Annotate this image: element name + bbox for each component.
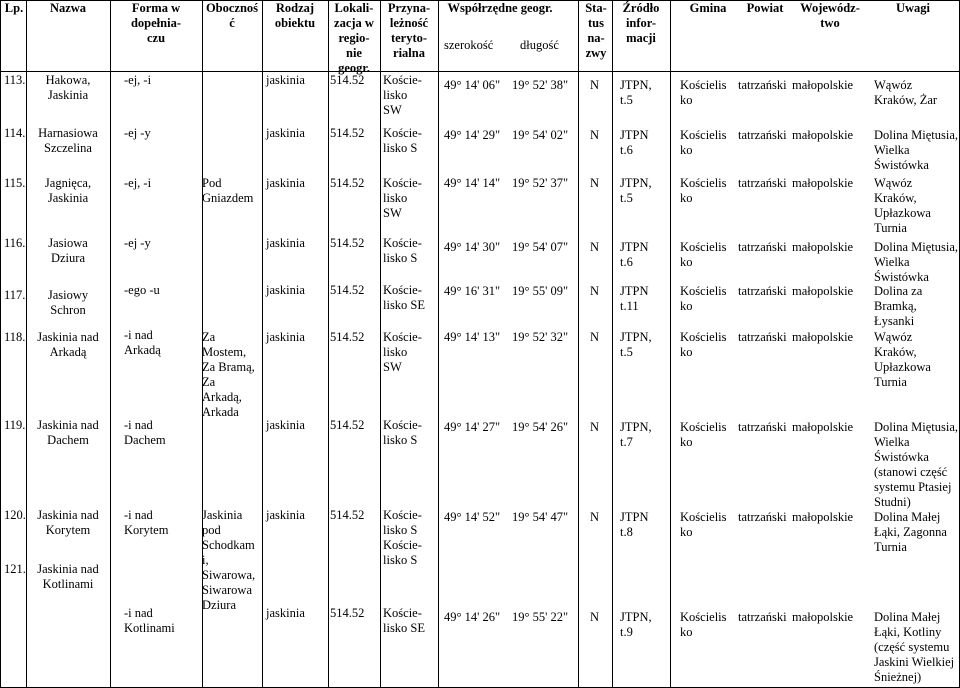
row-latitude: 49° 14' 30" xyxy=(444,240,501,254)
row-source: t.11 xyxy=(620,299,639,313)
row-source: JTPN, xyxy=(620,176,652,190)
row-name: Jaskinia xyxy=(47,88,89,102)
row-status: N xyxy=(590,330,600,344)
row-location: 514.52 xyxy=(330,176,365,190)
row-type: jaskinia xyxy=(266,126,305,140)
row-lp: 115. xyxy=(4,176,26,190)
column-rule xyxy=(262,0,263,687)
row-alt-names: Za xyxy=(202,330,216,344)
row-form: Dachem xyxy=(124,433,166,447)
row-powiat: tatrzański xyxy=(738,284,787,298)
header-latitude: szerokość xyxy=(444,38,494,52)
row-name: Arkadą xyxy=(49,345,87,359)
row-longitude: 19° 52' 37" xyxy=(512,176,569,190)
row-location: 514.52 xyxy=(330,126,365,140)
row-gmina: Kościelis xyxy=(680,610,727,624)
row-name: Jasiowy xyxy=(47,288,89,302)
row-name: Korytem xyxy=(45,523,91,537)
row-type: jaskinia xyxy=(266,418,305,432)
header-status: Sta- xyxy=(585,1,607,15)
row-form: Arkadą xyxy=(124,343,161,357)
row-territorial: lisko S xyxy=(383,553,418,567)
row-form: Kotlinami xyxy=(124,621,175,635)
row-notes: Wąwóz xyxy=(874,176,913,190)
row-territorial: lisko xyxy=(383,345,408,359)
row-source: JTPN, xyxy=(620,330,652,344)
row-territorial: Koście- xyxy=(383,538,422,552)
row-notes: Dolina Miętusia, xyxy=(874,240,959,254)
row-voivodeship: małopolskie xyxy=(792,176,854,190)
row-form: -ej, -i xyxy=(124,73,152,87)
header-source: infor- xyxy=(625,16,657,30)
row-notes: systemu Ptasiej xyxy=(874,480,952,494)
row-lp: 116. xyxy=(4,236,26,250)
row-notes: Śnieżnej) xyxy=(874,670,922,684)
row-notes: Dolina Małej xyxy=(874,510,941,524)
header-source: Źródło xyxy=(622,1,660,15)
row-type: jaskinia xyxy=(266,508,305,522)
row-status: N xyxy=(590,610,600,624)
row-name: Jaskinia nad xyxy=(37,330,99,344)
header-name: Nazwa xyxy=(49,1,87,15)
header-status: zwy xyxy=(585,46,607,60)
row-status: N xyxy=(590,284,600,298)
row-gmina: ko xyxy=(680,93,693,107)
row-form: -ej, -i xyxy=(124,176,152,190)
row-name: Jaskinia nad xyxy=(37,418,99,432)
row-alt-names: Dziura xyxy=(202,598,237,612)
row-latitude: 49° 14' 52" xyxy=(444,510,501,524)
header-location: Lokali- xyxy=(334,1,374,15)
header-territorial: rialna xyxy=(393,46,425,60)
row-notes: Łysanki xyxy=(874,314,915,328)
row-source: JTPN, xyxy=(620,610,652,624)
row-gmina: Kościelis xyxy=(680,284,727,298)
header-location: zacja w xyxy=(334,16,374,30)
row-gmina: Kościelis xyxy=(680,176,727,190)
header-bottom-rule xyxy=(0,71,960,72)
row-notes: Wąwóz xyxy=(874,330,913,344)
row-lp: 120. xyxy=(4,508,26,522)
row-notes: Dolina za xyxy=(874,284,923,298)
row-name: Jaskinia nad xyxy=(37,562,99,576)
header-status: na- xyxy=(587,31,605,45)
row-type: jaskinia xyxy=(266,176,305,190)
row-territorial: Koście- xyxy=(383,330,422,344)
header-powiat: Powiat xyxy=(746,1,784,15)
row-territorial: Koście- xyxy=(383,126,422,140)
row-source: t.9 xyxy=(620,625,633,639)
row-notes: Świstówka xyxy=(874,450,929,464)
row-notes: Dolina Miętusia, xyxy=(874,420,959,434)
row-powiat: tatrzański xyxy=(738,420,787,434)
row-territorial: SW xyxy=(383,206,402,220)
row-territorial: lisko SE xyxy=(383,621,426,635)
row-powiat: tatrzański xyxy=(738,128,787,142)
row-form: -i nad xyxy=(124,328,153,342)
row-alt-names: pod xyxy=(202,523,221,537)
row-alt-names: Siwarowa xyxy=(202,583,252,597)
row-territorial: lisko xyxy=(383,191,408,205)
row-alt-names: Za Bramą, xyxy=(202,360,255,374)
row-alt-names: Jaskinia xyxy=(202,508,243,522)
row-latitude: 49° 16' 31" xyxy=(444,284,501,298)
row-notes: Świstówka xyxy=(874,270,929,284)
row-type: jaskinia xyxy=(266,73,305,87)
row-type: jaskinia xyxy=(266,606,305,620)
row-form: -ej -y xyxy=(124,126,151,140)
row-voivodeship: małopolskie xyxy=(792,610,854,624)
row-location: 514.52 xyxy=(330,236,365,250)
row-name: Jaskinia xyxy=(47,191,89,205)
row-gmina: ko xyxy=(680,191,693,205)
row-location: 514.52 xyxy=(330,606,365,620)
row-longitude: 19° 54' 07" xyxy=(512,240,569,254)
row-territorial: lisko xyxy=(383,88,408,102)
row-latitude: 49° 14' 14" xyxy=(444,176,501,190)
row-location: 514.52 xyxy=(330,418,365,432)
row-territorial: Koście- xyxy=(383,508,422,522)
header-alt-names: Obocznoś xyxy=(205,1,259,15)
row-name: Kotlinami xyxy=(42,577,94,591)
row-gmina: Kościelis xyxy=(680,420,727,434)
row-longitude: 19° 52' 32" xyxy=(512,330,569,344)
row-voivodeship: małopolskie xyxy=(792,128,854,142)
row-alt-names: Gniazdem xyxy=(202,191,254,205)
row-name: Hakowa, xyxy=(45,73,91,87)
row-name: Schron xyxy=(50,303,86,317)
row-notes: Upłazkowa xyxy=(874,360,931,374)
column-rule xyxy=(670,0,671,687)
row-gmina: Kościelis xyxy=(680,128,727,142)
row-alt-names: Mostem, xyxy=(202,345,247,359)
header-type: Rodzaj xyxy=(275,1,315,15)
row-source: t.5 xyxy=(620,93,633,107)
column-rule xyxy=(110,0,111,687)
column-rule xyxy=(438,0,439,687)
row-location: 514.52 xyxy=(330,330,365,344)
row-territorial: lisko S xyxy=(383,523,418,537)
row-status: N xyxy=(590,240,600,254)
column-rule xyxy=(380,0,381,687)
row-source: JTPN, xyxy=(620,420,652,434)
row-gmina: ko xyxy=(680,299,693,313)
row-form: -ej -y xyxy=(124,236,151,250)
header-form: Forma w xyxy=(131,1,181,15)
row-form: -i nad xyxy=(124,508,153,522)
row-territorial: Koście- xyxy=(383,236,422,250)
row-notes: Łąki, Kotliny xyxy=(874,625,942,639)
row-longitude: 19° 54' 02" xyxy=(512,128,569,142)
header-type: obiektu xyxy=(274,16,316,30)
row-notes: Dolina Małej xyxy=(874,610,941,624)
row-gmina: Kościelis xyxy=(680,510,727,524)
row-source: JTPN xyxy=(620,510,649,524)
row-longitude: 19° 55' 22" xyxy=(512,610,569,624)
row-notes: Turnia xyxy=(874,375,907,389)
row-territorial: lisko SE xyxy=(383,298,426,312)
row-status: N xyxy=(590,420,600,434)
row-alt-names: Siwarowa, xyxy=(202,568,256,582)
row-gmina: ko xyxy=(680,625,693,639)
row-notes: Wielka xyxy=(874,143,910,157)
row-notes: Kraków, Żar xyxy=(874,93,938,107)
row-powiat: tatrzański xyxy=(738,610,787,624)
row-location: 514.52 xyxy=(330,73,365,87)
row-longitude: 19° 54' 26" xyxy=(512,420,569,434)
row-name: Jaskinia nad xyxy=(37,508,99,522)
row-source: JTPN xyxy=(620,240,649,254)
row-territorial: lisko S xyxy=(383,433,418,447)
row-name: Szczelina xyxy=(44,141,92,155)
row-lp: 117. xyxy=(4,288,26,302)
row-gmina: ko xyxy=(680,143,693,157)
row-alt-names: Za xyxy=(202,375,216,389)
header-location: nie xyxy=(346,46,362,60)
row-name: Harnasiowa xyxy=(38,126,98,140)
column-rule xyxy=(328,0,329,687)
row-name: Jasiowa xyxy=(48,236,88,250)
header-form: dopełnia- xyxy=(130,16,181,30)
row-latitude: 49° 14' 26" xyxy=(444,610,501,624)
row-notes: Turnia xyxy=(874,540,907,554)
row-notes: Dolina Miętusia, xyxy=(874,128,959,142)
header-lp: Lp. xyxy=(4,1,24,15)
row-voivodeship: małopolskie xyxy=(792,420,854,434)
row-alt-names: Arkadą, xyxy=(202,390,242,404)
row-notes: (część systemu xyxy=(874,640,950,654)
row-latitude: 49° 14' 13" xyxy=(444,330,501,344)
row-powiat: tatrzański xyxy=(738,78,787,92)
row-alt-names: Pod xyxy=(202,176,222,190)
row-notes: Studni) xyxy=(874,495,911,509)
header-voivodeship: two xyxy=(820,16,840,30)
row-powiat: tatrzański xyxy=(738,240,787,254)
header-location: regio- xyxy=(338,31,370,45)
row-powiat: tatrzański xyxy=(738,330,787,344)
row-gmina: ko xyxy=(680,525,693,539)
row-name: Dziura xyxy=(50,251,85,265)
row-powiat: tatrzański xyxy=(738,510,787,524)
row-form: -ego -u xyxy=(124,283,160,297)
row-gmina: ko xyxy=(680,345,693,359)
header-territorial: teryto- xyxy=(390,31,428,45)
row-lp: 118. xyxy=(4,330,26,344)
row-source: t.5 xyxy=(620,345,633,359)
row-notes: Łąki, Zagonna xyxy=(874,525,947,539)
row-lp: 114. xyxy=(4,126,26,140)
header-source: macji xyxy=(626,31,656,45)
row-territorial: Koście- xyxy=(383,606,422,620)
row-notes: Wielka xyxy=(874,435,910,449)
row-gmina: ko xyxy=(680,255,693,269)
row-notes: (stanowi część xyxy=(874,465,948,479)
row-territorial: Koście- xyxy=(383,283,422,297)
header-territorial: leżność xyxy=(389,16,429,30)
row-territorial: SW xyxy=(383,103,402,117)
header-longitude: długość xyxy=(520,38,559,52)
row-gmina: Kościelis xyxy=(680,78,727,92)
row-territorial: Koście- xyxy=(383,418,422,432)
row-notes: Wielka xyxy=(874,255,910,269)
row-territorial: Koście- xyxy=(383,176,422,190)
row-voivodeship: małopolskie xyxy=(792,284,854,298)
row-notes: Kraków, xyxy=(874,345,917,359)
row-source: JTPN, xyxy=(620,78,652,92)
header-voivodeship: Wojewódz- xyxy=(800,1,860,15)
row-powiat: tatrzański xyxy=(738,176,787,190)
row-source: t.6 xyxy=(620,143,633,157)
row-longitude: 19° 55' 09" xyxy=(512,284,569,298)
row-territorial: Koście- xyxy=(383,73,422,87)
row-lp: 119. xyxy=(4,418,26,432)
row-source: t.5 xyxy=(620,191,633,205)
header-coords-title: Współrzędne geogr. xyxy=(447,1,553,15)
row-notes: Świstówka xyxy=(874,158,929,172)
row-status: N xyxy=(590,176,600,190)
row-status: N xyxy=(590,510,600,524)
row-location: 514.52 xyxy=(330,283,365,297)
row-source: t.7 xyxy=(620,435,633,449)
row-territorial: lisko S xyxy=(383,141,418,155)
row-status: N xyxy=(590,78,600,92)
row-source: JTPN xyxy=(620,128,649,142)
row-source: t.6 xyxy=(620,255,633,269)
row-gmina: Kościelis xyxy=(680,240,727,254)
row-gmina: ko xyxy=(680,435,693,449)
column-rule xyxy=(0,0,1,687)
row-source: JTPN xyxy=(620,284,649,298)
header-location: geogr. xyxy=(338,61,370,75)
row-type: jaskinia xyxy=(266,236,305,250)
header-alt-names: ć xyxy=(229,16,235,30)
row-type: jaskinia xyxy=(266,330,305,344)
column-rule xyxy=(612,0,613,687)
row-alt-names: Arkada xyxy=(202,405,239,419)
row-notes: Bramką, xyxy=(874,299,917,313)
row-name: Jagnięca, xyxy=(44,176,92,190)
row-location: 514.52 xyxy=(330,508,365,522)
row-voivodeship: małopolskie xyxy=(792,510,854,524)
row-notes: Kraków, xyxy=(874,191,917,205)
row-territorial: lisko S xyxy=(383,251,418,265)
row-latitude: 49° 14' 29" xyxy=(444,128,501,142)
row-latitude: 49° 14' 06" xyxy=(444,78,501,92)
row-voivodeship: małopolskie xyxy=(792,330,854,344)
row-voivodeship: małopolskie xyxy=(792,78,854,92)
header-status: tus xyxy=(588,16,604,30)
row-territorial: SW xyxy=(383,360,402,374)
row-notes: Jaskini Wielkiej xyxy=(874,655,955,669)
row-form: -i nad xyxy=(124,418,153,432)
row-notes: Turnia xyxy=(874,221,907,235)
row-lp: 121. xyxy=(4,562,26,576)
header-notes: Uwagi xyxy=(895,1,931,15)
row-type: jaskinia xyxy=(266,283,305,297)
row-notes: Wąwóz xyxy=(874,78,913,92)
row-lp: 113. xyxy=(4,73,26,87)
row-alt-names: i, xyxy=(202,553,209,567)
row-status: N xyxy=(590,128,600,142)
row-gmina: Kościelis xyxy=(680,330,727,344)
header-territorial: Przyna- xyxy=(387,1,431,15)
header-form: czu xyxy=(146,31,166,45)
row-latitude: 49° 14' 27" xyxy=(444,420,501,434)
row-alt-names: Schodkam xyxy=(202,538,255,552)
row-voivodeship: małopolskie xyxy=(792,240,854,254)
header-gmina: Gmina xyxy=(689,1,727,15)
row-source: t.8 xyxy=(620,525,633,539)
row-longitude: 19° 54' 47" xyxy=(512,510,569,524)
row-longitude: 19° 52' 38" xyxy=(512,78,569,92)
row-form: Korytem xyxy=(124,523,169,537)
row-form: -i nad xyxy=(124,606,153,620)
row-name: Dachem xyxy=(47,433,89,447)
row-notes: Upłazkowa xyxy=(874,206,931,220)
